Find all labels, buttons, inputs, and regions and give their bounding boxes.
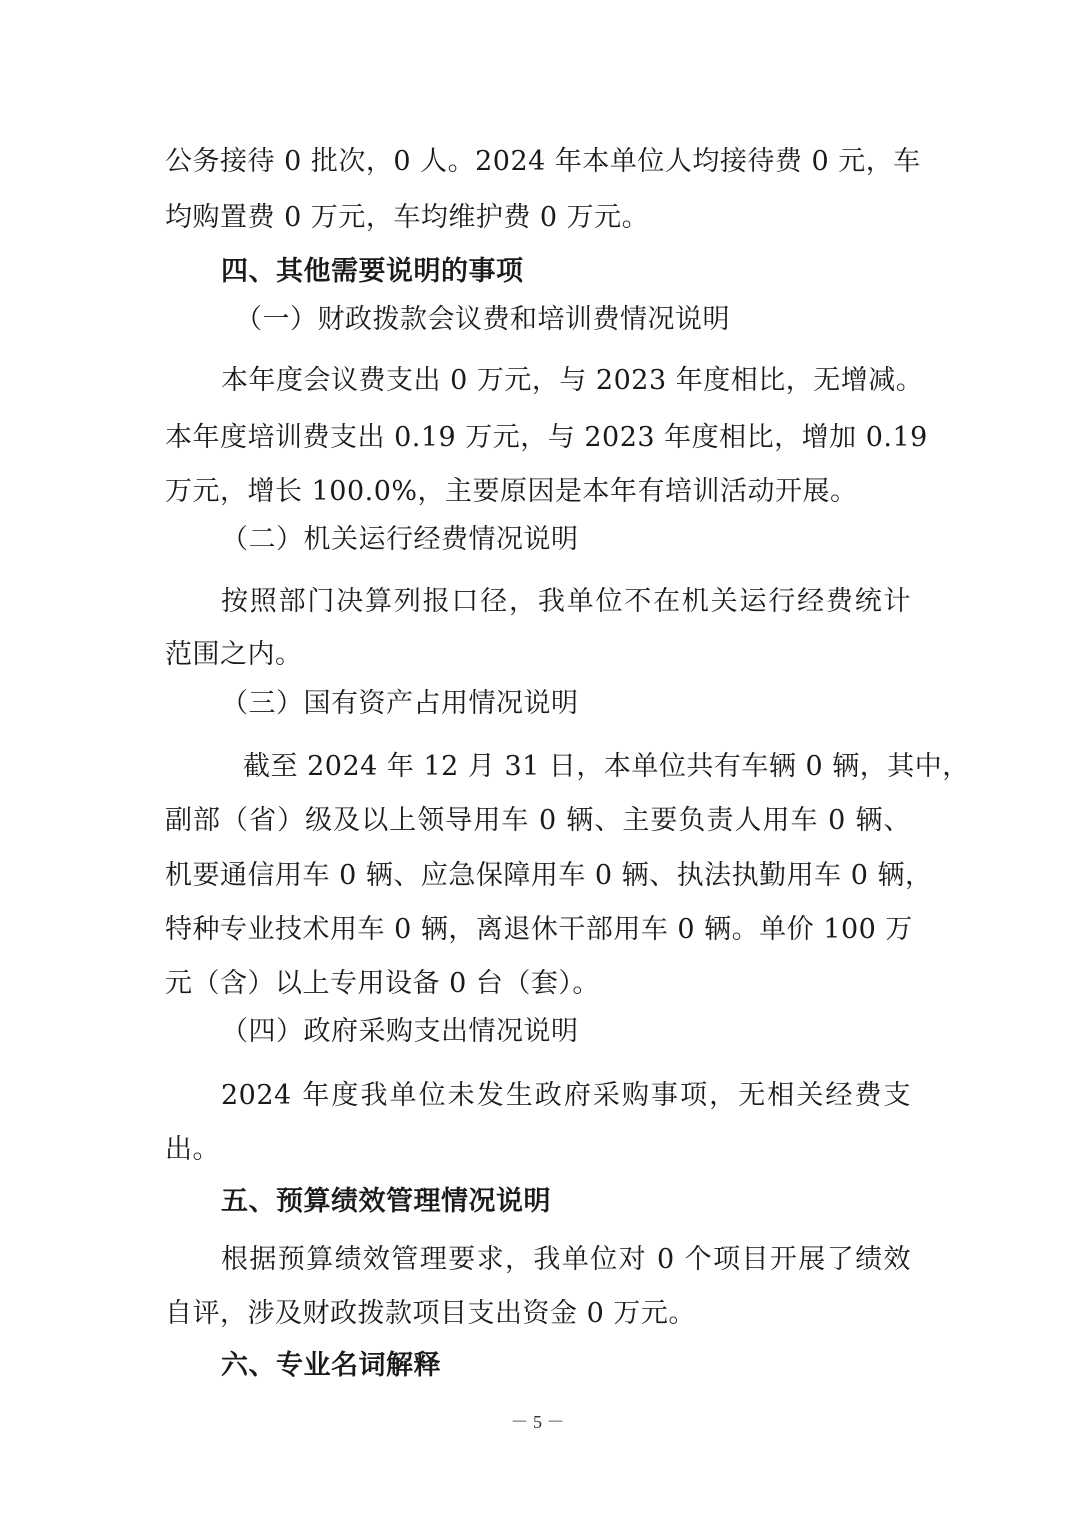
- paragraph-line: 机要通信用车 0 辆、应急保障用车 0 辆、执法执勤用车 0 辆，: [165, 860, 933, 891]
- subsection-heading-3: （三）国有资产占用情况说明: [221, 688, 579, 719]
- page-number: － 5 －: [510, 1412, 565, 1432]
- section-heading-4: 四、其他需要说明的事项: [221, 256, 524, 287]
- paragraph-line: 元（含）以上专用设备 0 台（套）。: [165, 968, 600, 999]
- paragraph-line: 范围之内。: [165, 639, 303, 670]
- section-heading-6: 六、专业名词解释: [221, 1350, 441, 1381]
- paragraph-line: 根据预算绩效管理要求，我单位对 0 个项目开展了绩效: [221, 1244, 911, 1275]
- subsection-heading-2: （二）机关运行经费情况说明: [221, 524, 579, 555]
- subsection-heading-4: （四）政府采购支出情况说明: [221, 1016, 579, 1047]
- paragraph-line: 出。: [165, 1134, 220, 1165]
- section-heading-5: 五、预算绩效管理情况说明: [221, 1186, 551, 1217]
- paragraph-line: 本年度会议费支出 0 万元，与 2023 年度相比，无增减。: [221, 365, 924, 396]
- paragraph-line: 截至 2024 年 12 月 31 日，本单位共有车辆 0 辆，其中，: [243, 751, 970, 782]
- subsection-heading-1: （一）财政拨款会议费和培训费情况说明: [235, 304, 730, 335]
- paragraph-line: 按照部门决算列报口径，我单位不在机关运行经费统计: [221, 586, 911, 617]
- paragraph-line: 本年度培训费支出 0.19 万元，与 2023 年度相比，增加 0.19: [165, 422, 928, 453]
- paragraph-line: 副部（省）级及以上领导用车 0 辆、主要负责人用车 0 辆、: [165, 805, 911, 836]
- paragraph-line: 万元，增长 100.0%，主要原因是本年有培训活动开展。: [165, 476, 858, 507]
- paragraph-line: 自评，涉及财政拨款项目支出资金 0 万元。: [165, 1298, 696, 1329]
- paragraph-line: 公务接待 0 批次，0 人。2024 年本单位人均接待费 0 元，车: [165, 146, 921, 177]
- paragraph-line: 特种专业技术用车 0 辆，离退休干部用车 0 辆。单价 100 万: [165, 914, 913, 945]
- paragraph-line: 均购置费 0 万元，车均维护费 0 万元。: [165, 202, 650, 233]
- paragraph-line: 2024 年度我单位未发生政府采购事项，无相关经费支: [221, 1080, 911, 1111]
